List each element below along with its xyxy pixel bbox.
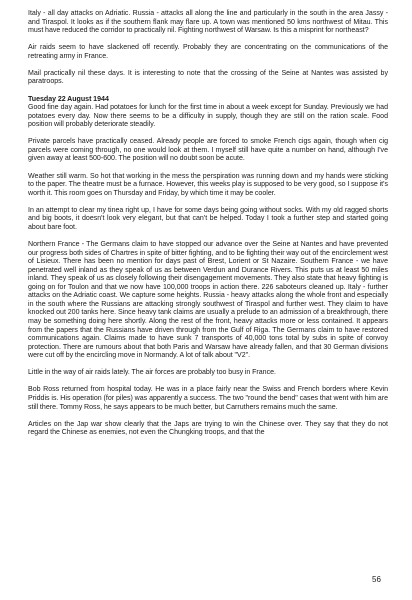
paragraph-text: Good fine day again. Had potatoes for lunch for the first time in about a week except for Sunday. Previously we had potatoes every day. Now there seems to be a difficulty in supply, though they are still on the ration scale. Food position will probably deteriorate steadily.: [28, 104, 388, 129]
document-body: [28, 10, 388, 446]
paragraph: [28, 44, 388, 61]
paragraph-text: Bob Ross returned from hospital today. He was in a place fairly near the Swiss and French borders where Kevin Priddis is. His operation (for piles) was apparently a success. The two "round the bend" cases that went with him are still there. Tommy Ross, he says appears to be much better, but Carruthers remains much the same.: [28, 386, 388, 411]
paragraph: [28, 10, 388, 36]
paragraph: [28, 70, 388, 87]
paragraph: [28, 386, 388, 412]
paragraph: [28, 207, 388, 233]
paragraph-text: Private parcels have practically ceased. Already people are forced to smoke French cigs again, though when cig parcels were coming through, no one would look at them. I myself still have quite a number on hand, although I've given away at least 500-600. The position will no doubt soon be acute.: [28, 138, 388, 163]
paragraph-text: Little in the way of air raids lately. The air forces are probably too busy in France.: [28, 369, 277, 377]
paragraph-text: Articles on the Jap war show clearly that the Japs are trying to win the Chinese over. They say that they do not regard the Chinese as enemies, not even the Chungking troops, and that the: [28, 420, 388, 437]
paragraph: [28, 421, 388, 438]
paragraph: [28, 369, 388, 378]
paragraph: [28, 173, 388, 199]
paragraph-text: Italy - all day attacks on Adriatic. Russia - attacks all along the line and particularly in the south in the area Jassy - and Tiraspol. It looks as if the southern flank may flare up. A town was mentioned 50 kms northwest of Mitau. This must have reduced the corridor to practically nil. Fighting northwest of Warsaw. Is this a misprint for northeast?: [28, 10, 388, 35]
date-heading: Tuesday 22 August 1944: [28, 95, 109, 103]
paragraph-text: Northern France - The Germans claim to have stopped our advance over the Seine at Nantes and have prevented our progress both sides of Chartres in spite of bitter fighting, and to be fighting their way out of the encirclement west of Lisieux. There has been no mention for days past of Brest, Lorient or St Nazaire. Southern France - we have penetrated well inland as they speak of us as between Verdun and Durance Rivers. This puts us at least 50 miles inland. They speak of us as closely following their disengagement movements. They also state that heavy fighting is going on for Toulon and that we now have 100,000 troops in action there. 226 saboteurs cleaned up. Italy - further attacks on the Adriatic coast. We capture some heights. Russia - heavy attacks along the whole front and especially in the south where the Russians are attacking strongly southwest of Tiraspol and further west. They claim to have knocked out 200 tanks here. Since heavy tank claims are usually a prelude to an admission of a breakthrough, there may be something doing here shortly. Along the rest of the front, heavy attacks more or less contained. It appears from the papers that the Russians have driven through from the Gulf of Riga. The Germans claim to have restored communications again. Claims made to have sunk 7 transports of 40,000 tons total by subs in spite of convoy protection. There are rumours about that both Paris and Warsaw have already fallen, and that 30 German divisions were cut off by the encircling move in Normandy. A lot of talk about "V2".: [28, 241, 388, 360]
paragraph-text: Weather still warm. So hot that working in the mess the perspiration was running down and my hands were sticking to the paper. The theatre must be a furnace. However, this weeks play is supposed to be very good, so I suppose it's worth it. This room goes on Thursday and Friday, by which time it may be cooler.: [28, 172, 388, 197]
paragraph-text: Air raids seem to have slackened off recently. Probably they are concentrating on the communications of the retreating army in France.: [28, 44, 388, 60]
paragraph: [28, 138, 388, 164]
paragraph-text: In an attempt to clear my tinea right up, I have for some days being going without socks. With my old ragged shorts and big boots, it doesn't look very elegant, but that can't be helped. Today I took a further step and started going about bare foot.: [28, 206, 388, 231]
paragraph: [28, 96, 388, 130]
page-number: 56: [372, 575, 381, 584]
paragraph-text: Mail practically nil these days. It is interesting to note that the crossing of the Seine at Nantes was assisted by paratroops.: [28, 69, 388, 86]
paragraph: [28, 241, 388, 361]
